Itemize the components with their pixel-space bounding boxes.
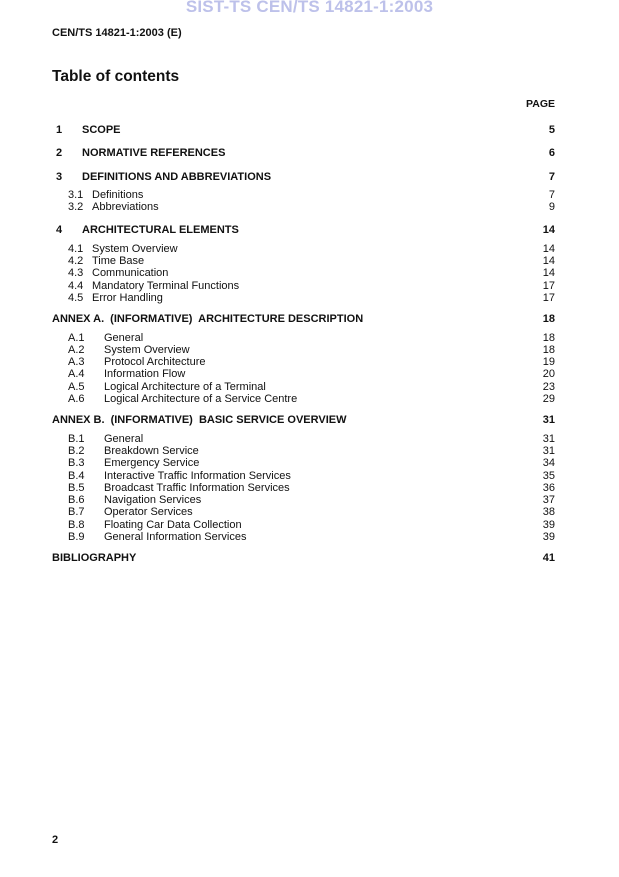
toc-entry bbox=[52, 445, 555, 457]
toc-entry-number: A.2 bbox=[68, 343, 85, 356]
toc-entry-page: 36 bbox=[542, 481, 555, 494]
toc-entry bbox=[52, 224, 555, 236]
page-column-label: PAGE bbox=[526, 98, 555, 110]
toc-entry bbox=[52, 368, 555, 380]
toc-entry bbox=[52, 255, 555, 267]
toc-entry-title: SCOPE bbox=[82, 124, 121, 136]
toc-entry-page: 18 bbox=[542, 343, 555, 356]
toc-entry-page: 41 bbox=[542, 552, 555, 565]
toc-entry-page: 18 bbox=[542, 331, 555, 344]
toc-entry-number: 4.4 bbox=[68, 279, 84, 292]
toc-entry-title: Protocol Architecture bbox=[104, 356, 206, 369]
toc-entry bbox=[52, 292, 555, 304]
toc-entry-page: 7 bbox=[548, 188, 555, 201]
toc-entry-title: Broadcast Traffic Information Services bbox=[104, 481, 290, 494]
toc-entry-number: 4.1 bbox=[68, 242, 84, 255]
toc-entry-title: Navigation Services bbox=[104, 494, 202, 507]
footer-page-number: 2 bbox=[52, 834, 59, 846]
toc-entry bbox=[52, 147, 555, 159]
document-reference: CEN/TS 14821-1:2003 (E) bbox=[52, 27, 182, 39]
toc-entry-title: Time Base bbox=[92, 255, 145, 268]
toc-entry bbox=[52, 494, 555, 506]
toc-entry bbox=[52, 482, 555, 494]
toc-entry-title: Operator Services bbox=[104, 506, 193, 519]
toc-entry-number: B.7 bbox=[68, 506, 85, 519]
toc-entry-page: 7 bbox=[548, 170, 555, 183]
toc-entry-number: B.4 bbox=[68, 469, 85, 482]
toc-entry-page: 18 bbox=[542, 313, 555, 326]
toc-entry bbox=[52, 519, 555, 531]
toc-entry-number: B.3 bbox=[68, 457, 85, 470]
toc-entry-page: 31 bbox=[542, 432, 555, 445]
toc-entry-page: 17 bbox=[542, 279, 555, 292]
toc-entry-page: 6 bbox=[548, 147, 555, 160]
toc-entry-number: B.6 bbox=[68, 494, 85, 507]
toc-entry-number: B.8 bbox=[68, 518, 85, 531]
toc-entry-title: Definitions bbox=[92, 188, 144, 201]
toc-entry-title: Information Flow bbox=[104, 368, 186, 381]
toc-entry-page: 20 bbox=[542, 368, 555, 381]
toc-entry bbox=[52, 457, 555, 469]
toc-entry-page: 31 bbox=[542, 444, 555, 457]
toc-entry-number: 3 bbox=[56, 170, 63, 183]
toc-entry-title: Logical Architecture of a Terminal bbox=[104, 380, 266, 393]
toc-entry-number: B.1 bbox=[68, 432, 85, 445]
toc-entry-number: ANNEX A. bbox=[52, 313, 105, 326]
toc-entry-title: Abbreviations bbox=[92, 201, 159, 214]
toc-entry bbox=[52, 189, 555, 201]
toc-entry-page: 23 bbox=[542, 380, 555, 393]
toc-entry-number: 4.2 bbox=[68, 255, 84, 268]
toc-entry-number: ANNEX B. bbox=[52, 414, 105, 427]
toc-entry-page: 14 bbox=[542, 224, 555, 237]
toc-entry bbox=[52, 552, 555, 564]
toc-entry-page: 39 bbox=[542, 531, 555, 544]
toc-entry-page: 35 bbox=[542, 469, 555, 482]
toc-entry-title: Emergency Service bbox=[104, 457, 200, 470]
toc-entry-title: Floating Car Data Collection bbox=[104, 518, 242, 531]
toc-entry-number: 4.5 bbox=[68, 291, 84, 304]
toc-entry bbox=[52, 171, 555, 183]
toc-entry-title: System Overview bbox=[104, 343, 190, 356]
toc-entry-page: 14 bbox=[542, 267, 555, 280]
toc-entry-page: 37 bbox=[542, 494, 555, 507]
toc-entry bbox=[52, 332, 555, 344]
standard-watermark: SIST-TS CEN/TS 14821-1:2003 bbox=[185, 0, 434, 16]
toc-entry-number: A.4 bbox=[68, 368, 85, 381]
toc-entry-page: 5 bbox=[548, 124, 555, 136]
toc-entry-number: 1 bbox=[56, 124, 63, 136]
toc-entry-number: 3.1 bbox=[68, 188, 84, 201]
toc-entry-number: A.6 bbox=[68, 393, 85, 406]
toc-entry-title: Breakdown Service bbox=[104, 444, 199, 457]
toc-entry bbox=[52, 267, 555, 279]
toc-entry bbox=[52, 280, 555, 292]
table-of-contents bbox=[52, 113, 555, 571]
toc-entry-number: B.5 bbox=[68, 481, 85, 494]
toc-entry bbox=[52, 393, 555, 405]
toc-entry-title: Interactive Traffic Information Services bbox=[104, 469, 291, 482]
toc-entry-page: 34 bbox=[542, 457, 555, 470]
toc-entry-number: 2 bbox=[56, 147, 63, 160]
toc-entry bbox=[52, 313, 555, 325]
toc-entry-page: 17 bbox=[542, 291, 555, 304]
toc-entry-page: 9 bbox=[548, 201, 555, 214]
toc-entry-page: 19 bbox=[542, 356, 555, 369]
toc-entry-title: Mandatory Terminal Functions bbox=[92, 279, 240, 292]
toc-entry bbox=[52, 433, 555, 445]
toc-entry-title: (INFORMATIVE) ARCHITECTURE DESCRIPTION bbox=[110, 313, 364, 326]
toc-entry-number: A.3 bbox=[68, 356, 85, 369]
toc-entry-title: System Overview bbox=[92, 242, 178, 255]
toc-entry bbox=[52, 344, 555, 356]
toc-entry-page: 38 bbox=[542, 506, 555, 519]
toc-entry-number: 4.3 bbox=[68, 267, 84, 280]
toc-entry-title: NORMATIVE REFERENCES bbox=[82, 147, 226, 160]
toc-entry bbox=[52, 124, 555, 136]
toc-entry bbox=[52, 531, 555, 543]
toc-entry-title: Error Handling bbox=[92, 291, 163, 304]
toc-entry-page: 39 bbox=[542, 518, 555, 531]
toc-entry bbox=[52, 470, 555, 482]
toc-entry-number: B.2 bbox=[68, 444, 85, 457]
toc-entry-title: BIBLIOGRAPHY bbox=[52, 552, 137, 565]
toc-entry-number: 3.2 bbox=[68, 201, 84, 214]
toc-entry-title: General Information Services bbox=[104, 531, 247, 544]
toc-entry-number: A.5 bbox=[68, 380, 85, 393]
toc-entry-title: (INFORMATIVE) BASIC SERVICE OVERVIEW bbox=[110, 414, 347, 427]
toc-entry-number: 4 bbox=[56, 224, 63, 237]
toc-entry-page: 14 bbox=[542, 255, 555, 268]
toc-entry-page: 29 bbox=[542, 393, 555, 406]
toc-entry-title: DEFINITIONS AND ABBREVIATIONS bbox=[82, 170, 272, 183]
toc-entry bbox=[52, 381, 555, 393]
toc-entry-number: A.1 bbox=[68, 331, 85, 344]
toc-entry-title: General bbox=[104, 331, 144, 344]
toc-entry bbox=[52, 243, 555, 255]
page-title: Table of contents bbox=[52, 68, 180, 85]
toc-entry bbox=[52, 506, 555, 518]
toc-entry-title: Logical Architecture of a Service Centre bbox=[104, 393, 298, 406]
toc-entry bbox=[52, 356, 555, 368]
toc-entry-number: B.9 bbox=[68, 531, 85, 544]
toc-entry bbox=[52, 414, 555, 426]
toc-entry-page: 31 bbox=[542, 414, 555, 427]
toc-entry bbox=[52, 201, 555, 213]
toc-entry-title: Communication bbox=[92, 267, 169, 280]
toc-entry-title: General bbox=[104, 432, 144, 445]
toc-entry-title: ARCHITECTURAL ELEMENTS bbox=[82, 224, 239, 237]
toc-entry-page: 14 bbox=[542, 242, 555, 255]
